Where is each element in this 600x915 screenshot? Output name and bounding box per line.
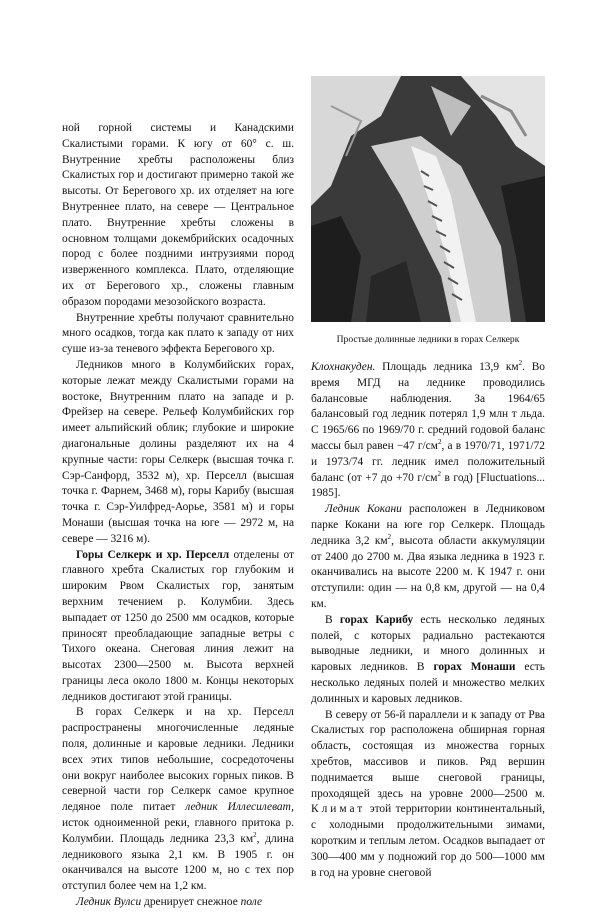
paragraph-text: Площадь ледника 13,9 км bbox=[375, 361, 519, 373]
paragraph-text: В bbox=[325, 613, 340, 626]
superscript: 2 bbox=[387, 532, 392, 541]
paragraph bbox=[311, 613, 545, 708]
paragraph bbox=[62, 895, 294, 911]
left-column bbox=[62, 121, 294, 911]
superscript: 2 bbox=[518, 359, 523, 368]
superscript: 2 bbox=[253, 831, 257, 840]
section-lead-bold: Горы Селкерк и хр. Перселл bbox=[76, 548, 230, 561]
paragraph-text: , длина ледникового языка 2,1 км. В 1905 г. он оканчивался на высоте 1200 м, но с тех пор отступил более чем на 1,2 км. bbox=[62, 832, 294, 893]
right-column bbox=[311, 360, 545, 881]
paragraph bbox=[311, 360, 545, 502]
paragraph bbox=[311, 502, 545, 613]
paragraph-text: расположен в Ледниковом парке Кокани на юге гор Селкерк. Площадь ледника 3,2 км bbox=[311, 503, 546, 547]
paragraph-text: В горах Селкерк и на хр. Перселл распространены многочисленные ледяные поля, долинные и каровые ледники. Ледники всех этих типов небольшие, сосредоточены они вокруг наиболее высоких горных пиков. В северной части гор Селкерк самое крупное ледяное поле питает bbox=[62, 706, 294, 814]
spaced-term: Климат bbox=[311, 803, 366, 816]
paragraph-text: исток одноименной реки, главного притока р. Колумбии. Площадь ледника 23,3 км bbox=[62, 817, 294, 845]
paragraph-text: , а в 1970/71, 1971/72 и 1973/74 гг. ледник имел положительный баланс (от +7 до +70 г/см bbox=[311, 439, 545, 484]
paragraph bbox=[62, 548, 294, 706]
superscript: 2 bbox=[437, 469, 441, 478]
glacier-name-italic: поле bbox=[240, 896, 263, 909]
figure-caption: Простые долинные ледники в горах Селкерк bbox=[336, 334, 520, 345]
paragraph-text: есть несколько ледяных полей и множество мелких долинных и каровых ледников. bbox=[311, 661, 545, 705]
paragraph bbox=[311, 708, 545, 882]
glacier-name-italic: Ледник Вулси bbox=[76, 896, 142, 909]
glacier-name-italic: Ледник Кокани bbox=[325, 503, 402, 516]
section-lead-bold: горах Карибу bbox=[339, 613, 414, 626]
section-lead-bold: горах Монаши bbox=[433, 661, 516, 674]
paragraph: Внутренние хребты получают сравнительно много осадков, тогда как плато к западу от них суше из-за теневого эффекта Берегового хр. bbox=[62, 311, 294, 356]
paragraph: Ледников много в Колумбийских горах, которые лежат между Скалистыми горами на востоке, Внутренним плато на западе и р. Фрейзер на севере. Рельеф Колумбийских гор имеет альпийский облик; глубокие и широкие диагональные долины разделяют их на 4 крупные части: горы Селкерк (высшая точка г. Сэр-Санфорд, 3532 м), хр. Перселл (высшая точка г. Фарнем, 3468 м), горы Карибу (высшая точка г. Сэр-Уилфред-Аорье, 3581 м) и горы Монаши (высшая точка на юге — 2972 м, на севере — 3216 м). bbox=[62, 358, 294, 545]
paragraph bbox=[62, 705, 294, 895]
paragraph-text: дренирует снежное bbox=[141, 896, 241, 909]
paragraph-text: в год) [Fluctuations... 1985]. bbox=[311, 471, 545, 500]
glacier-name-italic: Клохнакуден. bbox=[311, 361, 376, 373]
paragraph-text: , высота области аккумуляции от 2400 до 2700 м. Два языка ледника в 1923 г. оканчивались на высоте 2200 м. К 1947 г. они отступили: один — на 0,8 км, другой — на 0,4 км. bbox=[311, 534, 545, 610]
glacier-photo bbox=[311, 76, 545, 322]
paragraph-text: этой территории континентальный, с холодными продолжительными зимами, коротким и теплым летом. Осадков выпадает от 300—400 мм у подножий гор до 500—1000 мм в год на уровне снеговой bbox=[311, 803, 545, 879]
glacier-photo-illustration bbox=[311, 76, 545, 322]
paragraph-text: В северу от 56-й параллели и к западу от Рва Скалистых гор расположена обширная горная область, состоящая из множества горных хребтов, массивов и пиков. Ряд вершин поднимается выше снеговой границы, проходящей здесь на уровне 2000—2500 м. bbox=[311, 708, 545, 800]
paragraph-text: есть несколько ледяных полей, с которых радиально растекаются выводные ледники, и много долинных и каровых ледников. В bbox=[311, 613, 546, 674]
paragraph-text: отделены от главного хребта Скалистых гор глубоким и широким Рвом Скалистых гор, занятым верхним течением р. Колумбии. Здесь выпадает от 1250 до 2500 мм осадков, которые приносят преобладающие западные ветры с Тихого океана. Снеговая линия лежит на высотах 2300—2500 м. Высота верхней границы леса около 1800 м. Концы некоторых ледников достигают этой границы. bbox=[62, 548, 294, 703]
superscript: 2 bbox=[437, 438, 442, 447]
paragraph: ной горной системы и Канадскими Скалистыми горами. К югу от 60° с. ш. Внутренние хребты расположены близ Скалистых гор и достигают примерно такой же высоты. От Берегового хр. их отделяет на юге Внутреннее плато, на севере — Центральное плато. Внутренние хребты сложены в основном толщами докембрийских осадочных пород с более поздними интрузиями пород изверженного комплекса. Плато, отделяющие их от Берегового хр., сложены главным образом породами мезозойского возраста. bbox=[62, 122, 294, 308]
glacier-name-italic: ледник Иллесилеват, bbox=[185, 801, 294, 814]
paragraph-text: . Во время МГД на леднике проводились балансовые наблюдения. За 1964/65 балансовый год ледник потерял 1,9 млн т льда. С 1965/66 по 1969/70 г. средний годовой баланс массы был равен −47 г/см bbox=[311, 361, 545, 452]
